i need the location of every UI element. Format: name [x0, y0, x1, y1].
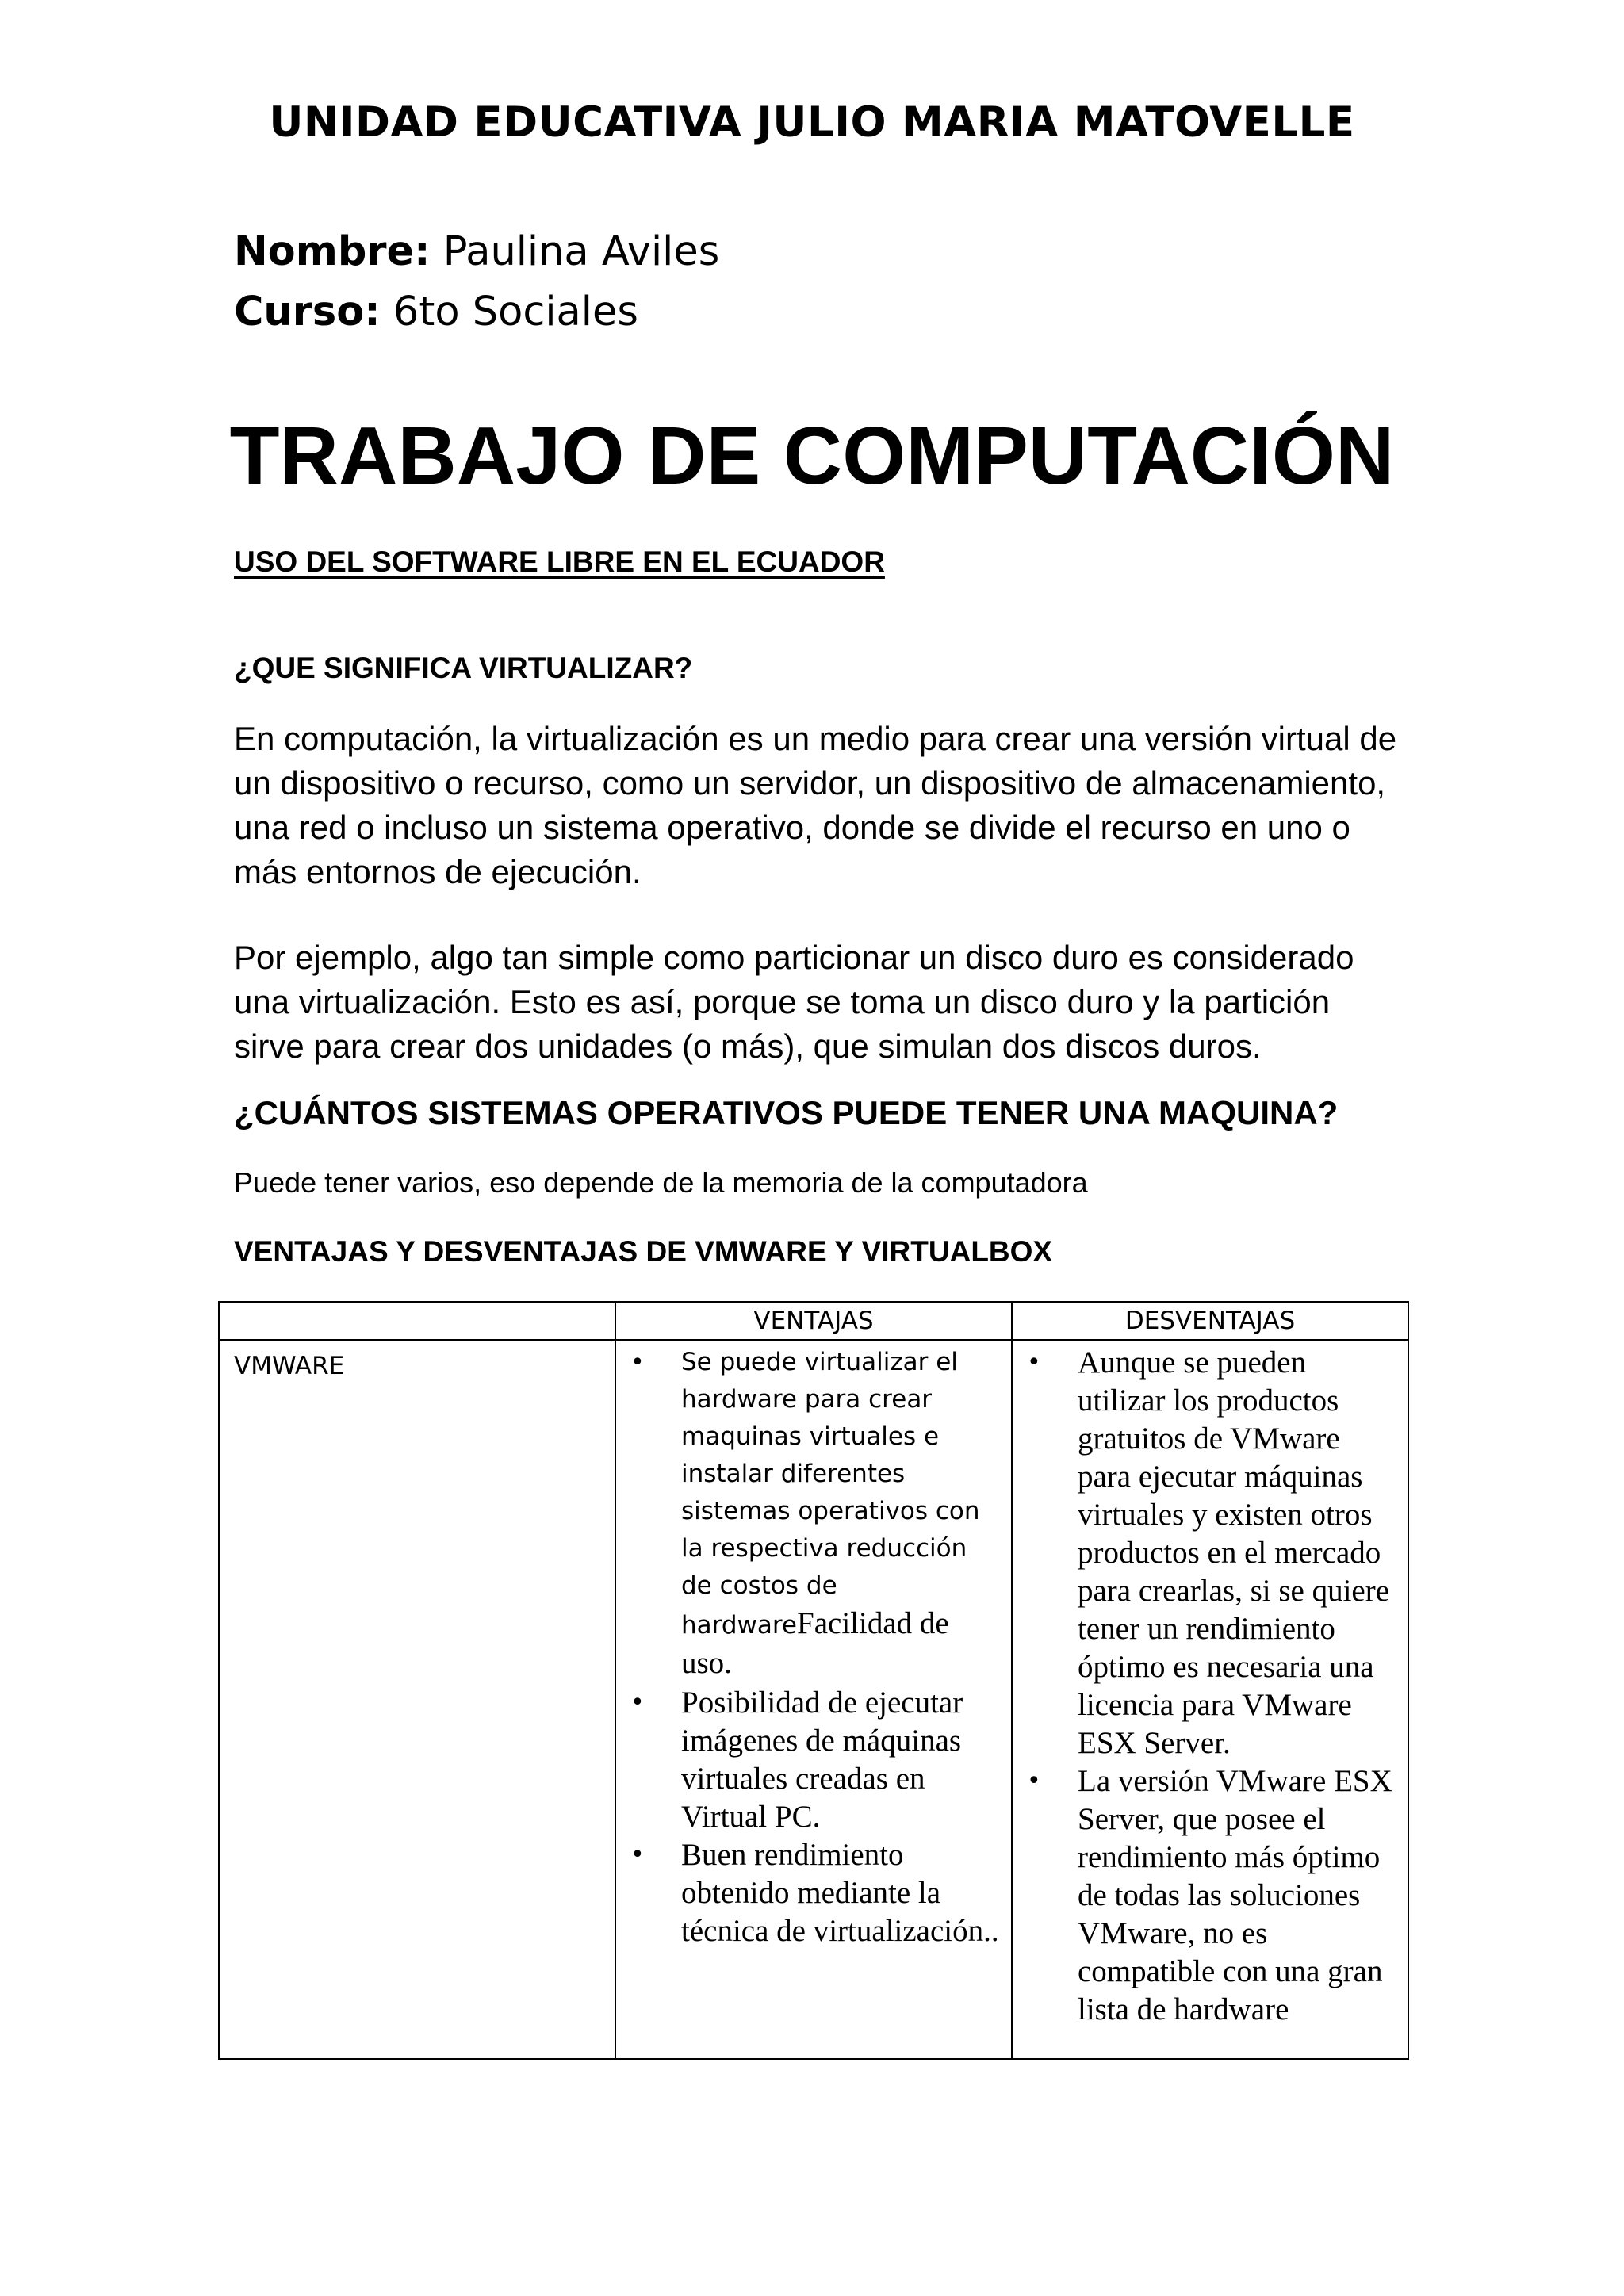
ventaja-3-text: Buen rendimiento obtenido mediante la técnica de virtualización.. [681, 1838, 999, 1948]
table-header-row [219, 1302, 1408, 1340]
course-label: Curso: [234, 289, 381, 335]
desventaja-1-text: Aunque se pueden utilizar los productos gratuitos de VMware para ejecutar máquinas virtuales y existen otros productos en el mercado para crearlas, si se quiere tener un rendimiento óptimo es necesaria una licencia para VMware ESX Server. [1078, 1345, 1390, 1760]
ventaja-1-text: Se puede virtualizar el hardware para crear maquinas virtuales e instalar diferentes sistemas operativos con la respectiva reducción de costos de hardware [681, 1348, 980, 1640]
course-value: 6to Sociales [380, 289, 638, 335]
section-heading-ventajas: VENTAJAS Y DESVENTAJAS DE VMWARE Y VIRTUALBOX [234, 1235, 1053, 1268]
list-item [1013, 1762, 1408, 2029]
paragraph-example: Por ejemplo, algo tan simple como particionar un disco duro es considerado una virtualización. Esto es así, porque se toma un disco duro y la partición sirve para crear dos unidades (o más), que simulan dos discos duros. [234, 939, 1354, 1065]
answer-sistemas: Puede tener varios, eso depende de la memoria de la computadora [234, 1166, 1088, 1199]
name-value: Paulina Aviles [430, 228, 720, 275]
document-title: TRABAJO DE COMPUTACIÓN [229, 410, 1395, 501]
table-row [219, 1340, 1408, 2059]
list-item [616, 1344, 1011, 1684]
ventaja-2-text: Posibilidad de ejecutar imágenes de máquinas virtuales creadas en Virtual PC. [681, 1686, 963, 1834]
section-heading-sistemas: ¿CUÁNTOS SISTEMAS OPERATIVOS PUEDE TENER UNA MAQUINA? [234, 1094, 1339, 1131]
bullet-icon: • [630, 1689, 645, 1716]
course-line [234, 289, 638, 335]
bullet-icon: • [1027, 1767, 1041, 1795]
desventaja-2-text: La versión VMware ESX Server, que posee el rendimiento más óptimo de todas las soluciones VMware, no es compatible con una gran lista de hardware [1078, 1764, 1392, 2026]
table-header-ventajas: VENTAJAS [615, 1302, 1012, 1340]
bullet-icon: • [630, 1841, 645, 1869]
list-item [616, 1684, 1011, 1836]
list-item [1013, 1344, 1408, 1762]
comparison-table [218, 1301, 1409, 2060]
desventajas-list [1013, 1341, 1408, 2029]
cell-desventajas [1012, 1340, 1408, 2059]
table-header-empty [219, 1302, 615, 1340]
cell-ventajas [615, 1340, 1012, 2059]
ventajas-list [616, 1341, 1011, 1950]
student-name-line [234, 228, 719, 275]
paragraph-definition: En computación, la virtualización es un medio para crear una versión virtual de un dispositivo o recurso, como un servidor, un dispositivo de almacenamiento, una red o incluso un sistema operativo, donde se divide el recurso en uno o más entornos de ejecución. [234, 720, 1397, 890]
list-item [616, 1836, 1011, 1950]
bullet-icon: • [630, 1349, 645, 1376]
table-header-desventajas: DESVENTAJAS [1012, 1302, 1408, 1340]
school-name: UNIDAD EDUCATIVA JULIO MARIA MATOVELLE [269, 98, 1355, 147]
name-label: Nombre: [234, 228, 431, 275]
row-label-vmware: VMWARE [219, 1340, 615, 2059]
ventaja-1-text-serif: Facilidad de uso. [681, 1606, 949, 1680]
document-subtitle: USO DEL SOFTWARE LIBRE EN EL ECUADOR [234, 545, 885, 578]
bullet-icon: • [1027, 1349, 1041, 1376]
section-heading-virtualizar: ¿QUE SIGNIFICA VIRTUALIZAR? [234, 652, 693, 684]
